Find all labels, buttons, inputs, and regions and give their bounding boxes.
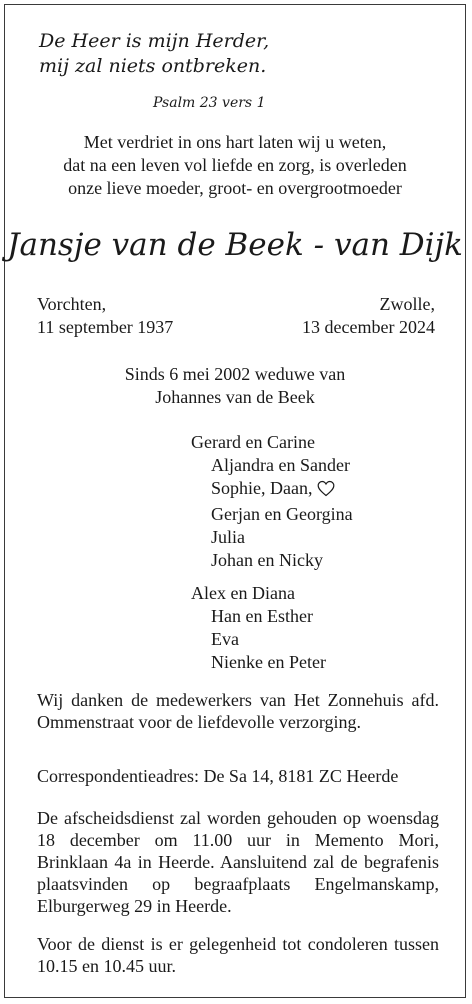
deceased-name: Jansje van de Beek - van Dijk bbox=[7, 227, 463, 263]
family-child: Johan en Nicky bbox=[211, 550, 323, 570]
birth-place: Vorchten, bbox=[37, 294, 107, 314]
intro-line: dat na een leven vol liefde en zorg, is overleden bbox=[63, 155, 407, 175]
death-info bbox=[302, 293, 435, 339]
psalm-line: De Heer is mijn Herder, bbox=[39, 30, 270, 52]
service-paragraph: De afscheidsdienst zal worden gehouden op woensdag 18 december om 11.00 uur in Memento Mori, Brinklaan 4a in Heerde. Aansluitend zal de begrafenis plaatsvinden op begraafplaats Engelmanskamp, Elburgerweg 29 in Heerde. bbox=[37, 808, 439, 916]
psalm-reference: Psalm 23 vers 1 bbox=[153, 95, 266, 111]
intro-text bbox=[5, 131, 465, 200]
condolence-paragraph: Voor de dienst is er gelegenheid tot condoleren tussen 10.15 en 10.45 uur. bbox=[37, 934, 439, 976]
death-date: 13 december 2024 bbox=[302, 317, 435, 337]
family-parent: Gerard en Carine bbox=[191, 432, 315, 452]
family-child: Han en Esther bbox=[211, 606, 313, 626]
psalm-quote bbox=[39, 29, 269, 79]
correspondence-address: Correspondentieadres: De Sa 14, 8181 ZC Heerde bbox=[37, 766, 399, 786]
family-child-text: Sophie, Daan, bbox=[211, 478, 313, 498]
widow-line: Johannes van de Beek bbox=[155, 387, 315, 407]
heart-outline-icon bbox=[317, 480, 335, 503]
family-child: Aljandra en Sander bbox=[211, 455, 350, 475]
widow-notice bbox=[5, 363, 465, 409]
psalm-line: mij zal niets ontbreken. bbox=[39, 55, 267, 77]
family-child: Gerjan en Georgina bbox=[211, 504, 353, 524]
family-list bbox=[191, 431, 353, 674]
intro-line: Met verdriet in ons hart laten wij u weten, bbox=[83, 132, 387, 152]
thanks-paragraph: Wij danken de medewerkers van Het Zonnehuis afd. Ommenstraat voor de liefdevolle verzorging. bbox=[37, 690, 439, 732]
family-child bbox=[191, 477, 353, 503]
family-child: Eva bbox=[211, 629, 239, 649]
family-child: Julia bbox=[211, 527, 245, 547]
widow-line: Sinds 6 mei 2002 weduwe van bbox=[124, 364, 346, 384]
family-child: Nienke en Peter bbox=[211, 652, 326, 672]
death-place: Zwolle, bbox=[379, 294, 435, 314]
birth-date: 11 september 1937 bbox=[37, 317, 174, 337]
family-parent: Alex en Diana bbox=[191, 583, 295, 603]
intro-line: onze lieve moeder, groot- en overgrootmoeder bbox=[68, 178, 402, 198]
birth-info bbox=[37, 293, 173, 339]
obituary-card bbox=[4, 4, 466, 998]
